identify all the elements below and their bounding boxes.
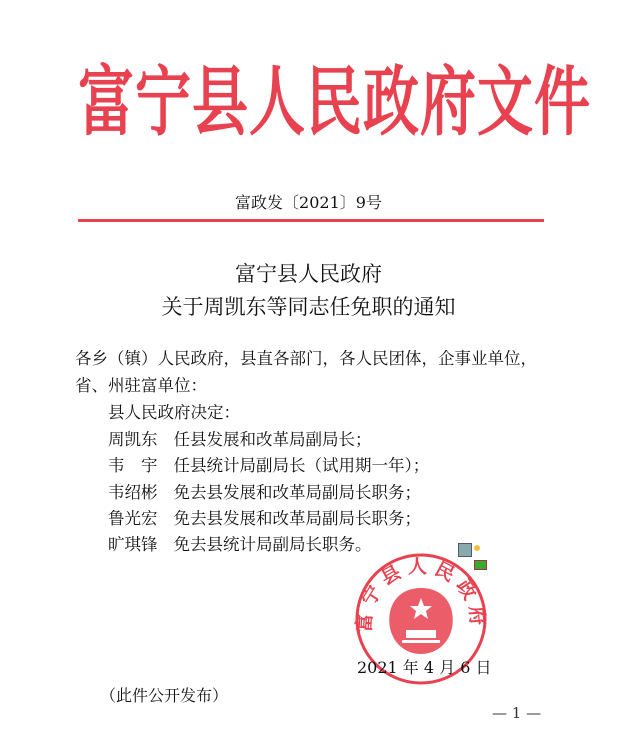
duty-text: 免去县发展和改革局副局长职务； bbox=[173, 483, 421, 502]
person-name: 鲁光宏 bbox=[108, 509, 158, 528]
decision-intro: 县人民政府决定： bbox=[108, 403, 240, 422]
addressee-line-2: 省、州驻富单位： bbox=[75, 376, 207, 395]
duty-text: 免去县发展和改革局副局长职务； bbox=[173, 509, 421, 528]
person-name: 旷琪锋 bbox=[108, 535, 158, 554]
title-issuer: 富宁县人民政府 bbox=[235, 262, 382, 286]
national-emblem-icon bbox=[389, 588, 453, 654]
duty-text: 任县发展和改革局副局长； bbox=[173, 430, 372, 449]
person-name: 周凯东 bbox=[108, 430, 158, 449]
issue-date: 2021 年 4 月 6 日 bbox=[357, 658, 492, 677]
appointment-row bbox=[108, 531, 372, 555]
document-number: 富政发〔2021〕9号 bbox=[235, 193, 382, 212]
document-masthead: 富宁县人民政府文件 bbox=[78, 57, 591, 148]
appointment-row bbox=[108, 479, 421, 503]
svg-text:富宁县人民政府: 富宁县人民政府 bbox=[353, 555, 489, 633]
page-number: — 1 — bbox=[492, 704, 542, 722]
person-name: 韦 宇 bbox=[108, 456, 158, 475]
duty-text: 免去县统计局副局长职务。 bbox=[173, 535, 372, 554]
red-divider-line bbox=[78, 219, 544, 222]
addressee-line-1: 各乡（镇）人民政府，县直各部门，各人民团体，企事业单位， bbox=[75, 349, 537, 368]
duty-text: 任县统计局副局长（试用期一年）； bbox=[173, 456, 430, 475]
appointment-row bbox=[108, 452, 429, 476]
appointment-row bbox=[108, 505, 421, 529]
title-subject: 关于周凯东等同志任免职的通知 bbox=[161, 295, 456, 319]
person-name: 韦绍彬 bbox=[108, 483, 158, 502]
appointment-row bbox=[108, 426, 372, 450]
publication-note: （此件公开发布） bbox=[100, 686, 229, 705]
